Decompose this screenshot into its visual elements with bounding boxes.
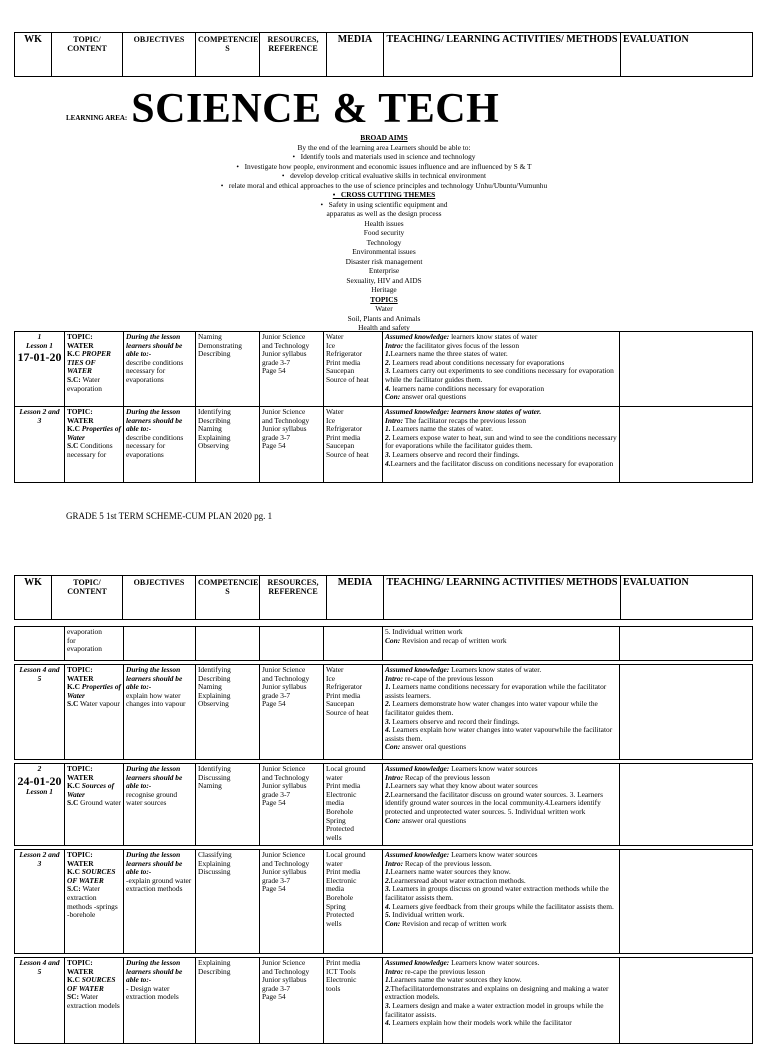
media-item: Saucepan xyxy=(326,699,355,709)
media-item: Protected xyxy=(326,824,354,834)
resources-cell xyxy=(260,627,324,661)
resource-item: Junior syllabus xyxy=(262,975,307,985)
media-item: ICT Tools xyxy=(326,966,356,976)
objectives-cell: During the lesson learners should be able to:- explain how water changes into vapour xyxy=(124,665,196,760)
resources-cell xyxy=(260,665,324,760)
cross-cutting-item: Technology xyxy=(366,237,402,247)
competency-item: Explaining xyxy=(198,432,231,442)
cross-cutting-item: Health issues xyxy=(364,218,404,228)
learning-area-label: LEARNING AREA: xyxy=(66,114,128,122)
wk-cell xyxy=(15,958,65,1044)
resource-item: grade 3-7 xyxy=(262,789,291,799)
media-item: Ice xyxy=(326,340,336,350)
competency-item: Identifying xyxy=(198,407,231,416)
wk-cell xyxy=(15,407,65,483)
header-media: MEDIA xyxy=(327,576,384,620)
lesson-number: Lesson 2 and 3 xyxy=(19,407,60,425)
resource-item: grade 3-7 xyxy=(262,357,291,367)
resource-item: Junior Science xyxy=(262,332,306,341)
topic-cell: TOPIC: WATER K.C PROPER TIES OF WATER S.C: Water evaporation xyxy=(65,332,124,407)
activity-step: 2. Learners read about conditions necessary for evaporations xyxy=(385,357,565,367)
resource-item: and Technology xyxy=(262,340,310,350)
cross-cutting-item: apparatus as well as the design process xyxy=(326,209,442,218)
resource-item: Junior Science xyxy=(262,958,306,967)
activity-step: 3. Learners in groups discuss on ground water extraction methods while the facilitator assists them. xyxy=(385,884,609,902)
wk-cell xyxy=(15,332,65,407)
activity-step: 4. learners name conditions necessary for evaporation xyxy=(385,383,545,393)
media-item: water xyxy=(326,858,343,868)
media-item: Water xyxy=(326,665,344,674)
resource-item: grade 3-7 xyxy=(262,983,291,993)
resource-item: Junior Science xyxy=(262,665,306,674)
competencies-cell xyxy=(196,850,260,954)
header-objectives: OBJECTIVES xyxy=(123,33,196,77)
competencies-cell xyxy=(196,764,260,846)
lesson-number: Lesson 2 and 3 xyxy=(19,850,60,868)
competency-item: Identifying xyxy=(198,665,231,674)
media-item: wells xyxy=(326,918,342,928)
media-item: Print media xyxy=(326,432,361,442)
media-item: Saucepan xyxy=(326,441,355,451)
media-cell xyxy=(324,764,383,846)
resource-item: Junior syllabus xyxy=(262,682,307,692)
media-item: wells xyxy=(326,832,342,842)
resources-cell xyxy=(260,958,324,1044)
header-competencies: COMPETENCIE S xyxy=(196,576,260,620)
evaluation-cell xyxy=(620,958,753,1044)
topics-item: Health and safety xyxy=(358,323,410,332)
header-resources: RESOURCES, REFERENCE xyxy=(260,33,327,77)
header-topic: TOPIC/ CONTENT xyxy=(52,576,123,620)
resource-item: grade 3-7 xyxy=(262,690,291,700)
media-item: Print media xyxy=(326,781,361,791)
activity-step: 3. Learners carry out experiments to see conditions necessary for evaporation while the facilitator guides them. xyxy=(385,366,614,384)
competencies-cell xyxy=(196,627,260,661)
broad-aims-heading: BROAD AIMS xyxy=(360,133,408,142)
lesson-number: Lesson 4 and 5 xyxy=(19,665,60,683)
media-item: Ice xyxy=(326,673,336,683)
evaluation-cell xyxy=(620,407,753,483)
wk-cell xyxy=(15,665,65,760)
topic-cell: TOPIC: WATER K.C SOURCES OF WATER SC: Water extraction models xyxy=(65,958,124,1044)
wk-cell xyxy=(15,764,65,846)
learning-area-title xyxy=(66,88,499,130)
header-wk: WK xyxy=(15,576,52,620)
cross-cutting-item: Heritage xyxy=(371,285,397,294)
header-teaching: TEACHING/ LEARNING ACTIVITIES/ METHODS xyxy=(384,576,621,620)
activity-step: 2. Learners expose water to heat, sun and wind to see the conditions necessary for evaporations while the facilitator guides them. xyxy=(385,432,617,451)
page-footer: GRADE 5 1st TERM SCHEME-CUM PLAN 2020 pg. 1 xyxy=(66,511,273,521)
broad-aims-item: • relate moral and ethical approaches to the use of science principles and technology Unhu/Ubuntu/Vumunhu xyxy=(220,180,548,190)
resource-item: Junior Science xyxy=(262,407,306,416)
broad-aims-intro: By the end of the learning area Learners should be able to: xyxy=(297,142,471,152)
activities-cell: Assumed knowledge: learners know states of water. Intro: The facilitator recaps the previous lesson 1. Learners name the states of water. 2. Learners expose water to heat, sun and wind to see the conditions necessary for evaporations while the facilitator guides them. 3. Learners observe and record their findings. 4.Learners and the facilitator discuss on conditions necessary for evaporation xyxy=(383,407,620,483)
lesson-row xyxy=(15,850,753,954)
media-item: Protected xyxy=(326,910,354,920)
media-item: Water xyxy=(326,332,344,341)
resource-item: Junior Science xyxy=(262,850,306,859)
cross-cutting-item: Food security xyxy=(363,228,405,237)
resource-item: Page 54 xyxy=(262,798,286,808)
lesson-number: Lesson 1 xyxy=(26,786,53,796)
competency-item: Describing xyxy=(198,673,231,683)
evaluation-cell xyxy=(620,665,753,760)
wk-cell xyxy=(15,627,65,661)
media-item: Print media xyxy=(326,357,361,367)
cross-cutting-item: Disaster risk management xyxy=(345,256,423,266)
activities-cell: Assumed knowledge: Learners know water sources. Intro: re-cape the previous lesson 1.Learners name the water sources they know. 2.Thefacilitatordemonstrates and explains on designing and making a water extraction models. 3. Learners design and make a water extraction model in groups while the facilitator assists. 4. Learners explain how their models work while the facilitator xyxy=(383,958,620,1044)
objectives-cell: During the lesson learners should be able to:- describe conditions necessary for evaporations xyxy=(124,332,196,407)
header-teaching: TEACHING/ LEARNING ACTIVITIES/ METHODS xyxy=(384,33,621,77)
activity-step: 2.Thefacilitatordemonstrates and explains on designing and making a water extraction models. xyxy=(385,983,609,1002)
lesson-row xyxy=(15,332,753,407)
media-item: Print media xyxy=(326,690,361,700)
resource-item: Page 54 xyxy=(262,884,286,894)
activities-cell: Assumed knowledge: Learners know water sources Intro: Recap of the previous lesson. 1.Learners name water sources they know. 2.Learnersread about water extraction methods. 3. Learners in groups discuss on ground water extraction methods while the facilitator assists them. 4. Learners give feedback from their groups while the facilitator assists them. 5. Individual written work. Con: Revision and recap of written work xyxy=(383,850,620,954)
resource-item: and Technology xyxy=(262,673,310,683)
competency-item: Demonstrating xyxy=(198,340,242,350)
activity-step: 2. Learners demonstrate how water changes into water vapour while the facilitator guides them. xyxy=(385,699,598,717)
continuation-row xyxy=(15,627,753,661)
activity-step: 4.Learners and the facilitator discuss on conditions necessary for evaporation xyxy=(385,458,614,468)
resources-cell xyxy=(260,764,324,846)
page1-header-table xyxy=(14,32,753,77)
media-item: Print media xyxy=(326,867,361,877)
media-item: Ice xyxy=(326,415,336,425)
lesson-number: Lesson 1 xyxy=(26,340,53,350)
activity-step: 1. Learners name the states of water. xyxy=(385,424,493,434)
media-item: Local ground xyxy=(326,850,366,859)
competency-item: Explaining xyxy=(198,858,231,868)
media-item: Refrigerator xyxy=(326,349,363,359)
lesson-row xyxy=(15,958,753,1044)
evaluation-cell xyxy=(620,764,753,846)
activity-step: 3. Learners observe and record their findings. xyxy=(385,716,520,726)
media-item: water xyxy=(326,772,343,782)
objectives-cell: During the lesson learners should be able to:- describe conditions necessary for evaporations xyxy=(124,407,196,483)
resources-cell xyxy=(260,407,324,483)
page1-lesson-table xyxy=(14,331,753,483)
resource-item: Junior syllabus xyxy=(262,349,307,359)
resource-item: and Technology xyxy=(262,415,310,425)
cross-cutting-item: Enterprise xyxy=(368,266,400,275)
media-item: Spring xyxy=(326,901,346,911)
media-item: media xyxy=(326,884,345,894)
resource-item: Page 54 xyxy=(262,441,286,451)
competencies-cell xyxy=(196,958,260,1044)
resource-item: Junior syllabus xyxy=(262,781,307,791)
header-evaluation: EVALUATION xyxy=(621,33,753,77)
page2-lesson-table xyxy=(14,626,753,1044)
media-item: Electronic xyxy=(326,875,357,885)
competency-item: Observing xyxy=(198,699,229,709)
broad-aims-item: • Investigate how people, environment and economic issues influence and are influenced by S & T xyxy=(236,161,532,171)
competencies-cell xyxy=(196,665,260,760)
evaluation-cell xyxy=(620,850,753,954)
competency-item: Explaining xyxy=(198,958,231,967)
competency-item: Discussing xyxy=(198,772,231,782)
resource-item: Page 54 xyxy=(262,699,286,709)
activities-cell: 5. Individual written work Con: Revision and recap of written work xyxy=(383,627,620,661)
media-item: media xyxy=(326,798,345,808)
activity-step: 4. Learners explain how their models work while the facilitator xyxy=(385,1018,572,1028)
header-wk: WK xyxy=(15,33,52,77)
competency-item: Identifying xyxy=(198,764,231,773)
header-competencies: COMPETENCIE S xyxy=(196,33,260,77)
competency-item: Observing xyxy=(198,441,229,451)
header-media: MEDIA xyxy=(327,33,384,77)
activity-step: 1.Learners name the three states of water. xyxy=(385,349,508,359)
activities-cell: Assumed knowledge: learners know states of water Intro: the facilitator gives focus of the lesson 1.Learners name the three states of water. 2. Learners read about conditions necessary for evaporations 3. Learners carry out experiments to see conditions necessary for evaporation while the facilitator guides them. 4. learners name conditions necessary for evaporation Con: answer oral questions xyxy=(383,332,620,407)
activity-step: 2.Learnersand the facilitator discuss on ground water sources. 3. Learners identify ground water sources in the local community.4.Learners identify protected and unprotected water sources. 5. Individual written work xyxy=(385,789,603,816)
header-resources: RESOURCES, REFERENCE xyxy=(260,576,327,620)
activities-cell: Assumed knowledge: Learners know states of water. Intro: re-cape of the previous lesson 1. Learners name conditions necessary for evaporation while the facilitator assists learners. 2. Learners demonstrate how water changes into water vapour while the facilitator guides them. 3. Learners observe and record their findings. 4. Learners explain how water changes into water vapourwhile the facilitator assists them. Con: answer oral questions xyxy=(383,665,620,760)
competency-item: Naming xyxy=(198,332,222,341)
lesson-date: 24-01-20 xyxy=(17,773,62,788)
topics-heading: TOPICS xyxy=(370,294,398,304)
competencies-cell xyxy=(196,407,260,483)
media-item: Electronic xyxy=(326,975,357,985)
broad-aims-item: • Identify tools and materials used in science and technology xyxy=(292,152,476,161)
week-number: 2 xyxy=(37,764,42,773)
media-item: Water xyxy=(326,407,344,416)
page2-header-table xyxy=(14,575,753,620)
activity-step: 1.Learners name water sources they know. xyxy=(385,867,511,877)
lesson-date: 17-01-20 xyxy=(17,350,62,365)
resource-item: and Technology xyxy=(262,858,310,868)
activity-step: 3. Learners observe and record their findings. xyxy=(385,449,520,459)
media-cell xyxy=(324,407,383,483)
learning-area-name: SCIENCE & TECH xyxy=(131,86,500,132)
competency-item: Naming xyxy=(198,682,222,692)
competency-item: Describing xyxy=(198,349,231,359)
lesson-number: Lesson 4 and 5 xyxy=(19,958,60,976)
evaluation-cell xyxy=(620,332,753,407)
resource-item: Junior syllabus xyxy=(262,424,307,434)
media-cell xyxy=(324,850,383,954)
media-cell xyxy=(324,332,383,407)
media-item: Refrigerator xyxy=(326,682,363,692)
media-item: Spring xyxy=(326,815,346,825)
evaluation-cell xyxy=(620,627,753,661)
resource-item: Page 54 xyxy=(262,992,286,1002)
lesson-row xyxy=(15,665,753,760)
objectives-cell: During the lesson learners should be able to:- - Design water extraction models xyxy=(124,958,196,1044)
activity-step: 5. Individual written work. xyxy=(385,910,465,920)
topic-cell: TOPIC: WATER K.C Properties of Water S.C Water vapour xyxy=(65,665,124,760)
activity-step: 1.Learners name the water sources they know. xyxy=(385,975,522,985)
resource-item: grade 3-7 xyxy=(262,432,291,442)
topics-item: Water xyxy=(375,304,393,313)
week-number: 1 xyxy=(37,332,42,341)
media-item: Refrigerator xyxy=(326,424,363,434)
topic-cell: TOPIC: WATER K.C Properties of Water S.C Conditions necessary for xyxy=(65,407,124,483)
media-item: Source of heat xyxy=(326,374,369,384)
header-topic: TOPIC/ CONTENT xyxy=(52,33,123,77)
activity-step: 2.Learnersread about water extraction methods. xyxy=(385,875,526,885)
resource-item: Junior syllabus xyxy=(262,867,307,877)
media-item: Borehole xyxy=(326,806,354,816)
cross-cutting-item: Sexuality, HIV and AIDS xyxy=(346,275,422,285)
media-cell xyxy=(324,665,383,760)
broad-aims-section xyxy=(0,133,768,333)
objectives-cell xyxy=(124,627,196,661)
cross-cutting-item: • Safety in using scientific equipment and xyxy=(320,199,448,209)
resources-cell xyxy=(260,850,324,954)
activity-step: 4. Learners give feedback from their groups while the facilitator assists them. xyxy=(385,901,614,911)
wk-cell xyxy=(15,850,65,954)
competency-item: Discussing xyxy=(198,867,231,877)
media-item: Local ground xyxy=(326,764,366,773)
objectives-cell: During the lesson learners should be able to:- -explain ground water extraction methods xyxy=(124,850,196,954)
competency-item: Explaining xyxy=(198,690,231,700)
media-item: Electronic xyxy=(326,789,357,799)
objectives-cell: During the lesson learners should be able to:- recognise ground water sources xyxy=(124,764,196,846)
broad-aims-item: • develop develop critical evaluative skills in technical environment xyxy=(281,171,487,180)
media-item: Source of heat xyxy=(326,449,369,459)
activity-step: 1.Learners say what they know about water sources xyxy=(385,781,538,791)
activities-cell: Assumed knowledge: Learners know water sources Intro: Recap of the previous lesson 1.Learners say what they know about water sources 2.Learnersand the facilitator discuss on ground water sources. 3. Learners identify ground water sources in the local community.4.Learners identify protected and unprotected water sources. 5. Individual written work Con: answer oral questions xyxy=(383,764,620,846)
resource-item: and Technology xyxy=(262,772,310,782)
competency-item: Naming xyxy=(198,424,222,434)
cross-cutting-heading: • CROSS CUTTING THEMES xyxy=(332,190,436,199)
competency-item: Describing xyxy=(198,415,231,425)
lesson-row xyxy=(15,764,753,846)
topic-cell: TOPIC: WATER K.C SOURCES OF WATER S.C: Water extraction methods -springs -borehole xyxy=(65,850,124,954)
media-item: Saucepan xyxy=(326,366,355,376)
cross-cutting-item: Environmental issues xyxy=(352,247,416,256)
media-cell xyxy=(324,958,383,1044)
activity-step: 4. Learners explain how water changes into water vapourwhile the facilitator assists them. xyxy=(385,725,613,743)
topics-item: Soil, Plants and Animals xyxy=(347,313,421,323)
header-evaluation: EVALUATION xyxy=(621,576,753,620)
media-item: Borehole xyxy=(326,892,354,902)
lesson-row xyxy=(15,407,753,483)
media-item: Print media xyxy=(326,958,361,967)
media-item: Source of heat xyxy=(326,707,369,717)
competency-item: Classifying xyxy=(198,850,232,859)
resources-cell xyxy=(260,332,324,407)
resource-item: Page 54 xyxy=(262,366,286,376)
resource-item: grade 3-7 xyxy=(262,875,291,885)
topic-cell: evaporation for evaporation xyxy=(65,627,124,661)
competency-item: Naming xyxy=(198,781,222,791)
competencies-cell xyxy=(196,332,260,407)
topic-cell: TOPIC: WATER K.C Sources of Water S.C Ground water xyxy=(65,764,124,846)
resource-item: and Technology xyxy=(262,966,310,976)
activity-step: 3. Learners design and make a water extraction model in groups while the facilitator assists. xyxy=(385,1000,604,1019)
activity-step: 1. Learners name conditions necessary for evaporation while the facilitator assists learners. xyxy=(385,682,607,700)
competency-item: Describing xyxy=(198,966,231,976)
media-item: tools xyxy=(326,983,341,993)
media-cell xyxy=(324,627,383,661)
header-objectives: OBJECTIVES xyxy=(123,576,196,620)
resource-item: Junior Science xyxy=(262,764,306,773)
